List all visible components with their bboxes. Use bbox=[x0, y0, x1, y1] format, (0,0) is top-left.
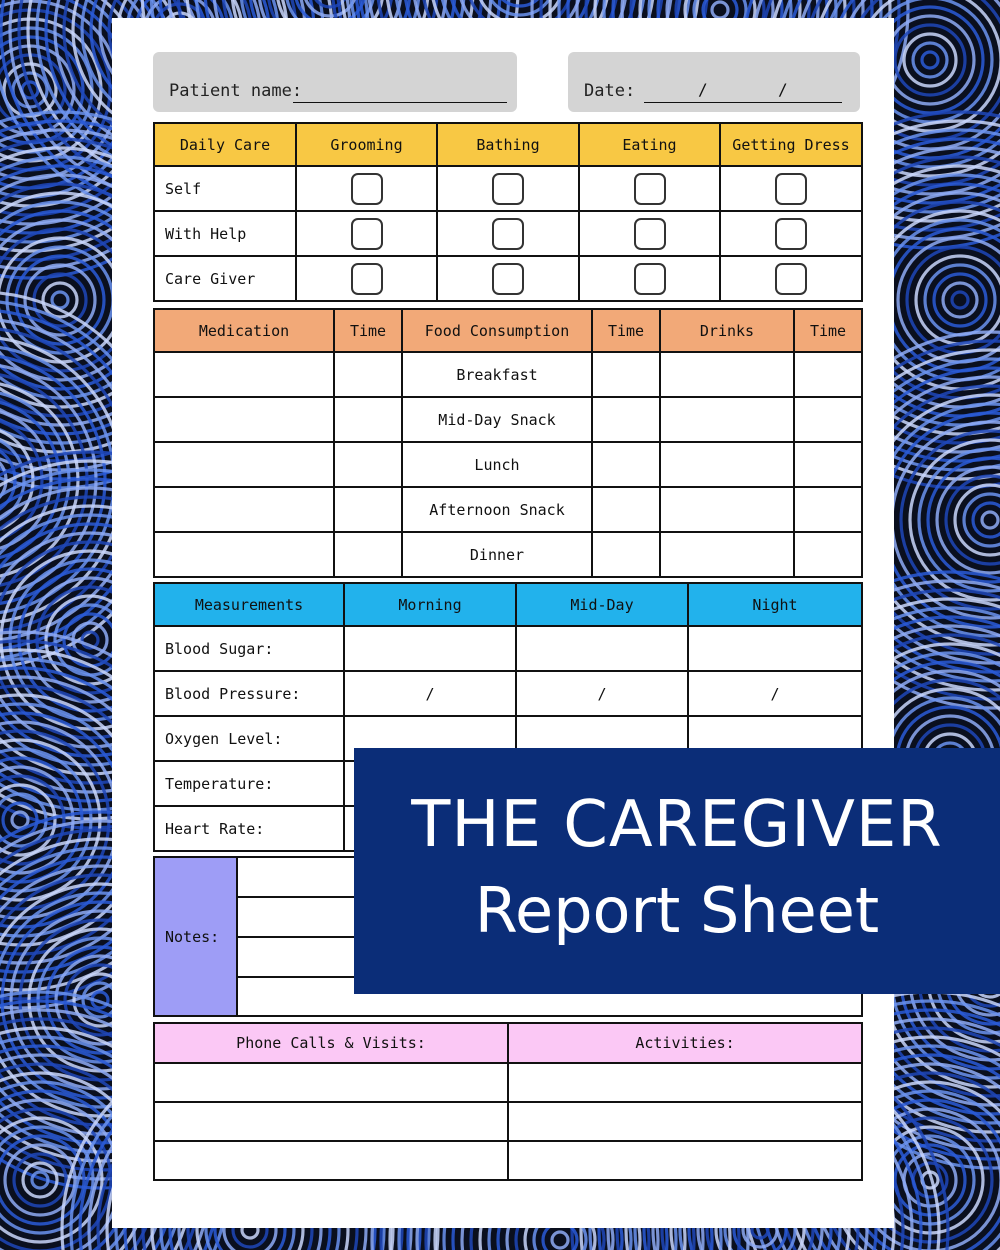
time-cell[interactable] bbox=[592, 532, 660, 577]
bp-separator[interactable]: / bbox=[688, 671, 862, 716]
meal-afternoon-snack: Afternoon Snack bbox=[402, 487, 592, 532]
meal-dinner: Dinner bbox=[402, 532, 592, 577]
checkbox[interactable] bbox=[351, 263, 383, 295]
checkbox[interactable] bbox=[775, 218, 807, 250]
header-medication: Medication bbox=[154, 309, 334, 352]
label-blood-pressure: Blood Pressure: bbox=[154, 671, 344, 716]
time-cell[interactable] bbox=[334, 442, 402, 487]
row-label-care-giver: Care Giver bbox=[154, 256, 296, 301]
drinks-cell[interactable] bbox=[660, 397, 794, 442]
label-blood-sugar: Blood Sugar: bbox=[154, 626, 344, 671]
header-measurements: Measurements bbox=[154, 583, 344, 626]
calls-cell[interactable] bbox=[154, 1063, 508, 1102]
calls-cell[interactable] bbox=[154, 1141, 508, 1180]
header-phone-calls-visits: Phone Calls & Visits: bbox=[154, 1023, 508, 1063]
checkbox[interactable] bbox=[775, 173, 807, 205]
calls-header-row bbox=[154, 1023, 862, 1063]
checkbox[interactable] bbox=[492, 263, 524, 295]
date-field[interactable] bbox=[568, 52, 860, 112]
header-grooming: Grooming bbox=[296, 123, 437, 166]
medication-cell[interactable] bbox=[154, 352, 334, 397]
bp-separator[interactable]: / bbox=[516, 671, 688, 716]
time-cell[interactable] bbox=[334, 532, 402, 577]
daily-care-header-row bbox=[154, 123, 862, 166]
time-cell[interactable] bbox=[592, 397, 660, 442]
medication-cell[interactable] bbox=[154, 487, 334, 532]
row-label-with-help: With Help bbox=[154, 211, 296, 256]
header-night: Night bbox=[688, 583, 862, 626]
checkbox[interactable] bbox=[634, 173, 666, 205]
header-eating: Eating bbox=[579, 123, 720, 166]
report-sheet bbox=[112, 18, 894, 1228]
time-cell[interactable] bbox=[794, 397, 862, 442]
title-banner bbox=[354, 748, 1000, 994]
value-cell[interactable] bbox=[344, 626, 516, 671]
measurements-header-row bbox=[154, 583, 862, 626]
checkbox[interactable] bbox=[775, 263, 807, 295]
notes-label: Notes: bbox=[154, 857, 237, 1016]
table-row bbox=[154, 1063, 862, 1102]
checkbox[interactable] bbox=[634, 263, 666, 295]
medication-cell[interactable] bbox=[154, 442, 334, 487]
date-separator: / bbox=[698, 80, 708, 99]
calls-activities-table bbox=[153, 1022, 863, 1181]
table-row bbox=[154, 671, 862, 716]
patient-name-line bbox=[293, 102, 507, 103]
banner-title: THE CAREGIVER bbox=[411, 788, 943, 862]
daily-care-table bbox=[153, 122, 863, 302]
drinks-cell[interactable] bbox=[660, 442, 794, 487]
medication-cell[interactable] bbox=[154, 532, 334, 577]
date-separator: / bbox=[778, 80, 788, 99]
table-row bbox=[154, 442, 862, 487]
medication-cell[interactable] bbox=[154, 397, 334, 442]
drinks-cell[interactable] bbox=[660, 352, 794, 397]
row-label-self: Self bbox=[154, 166, 296, 211]
header-morning: Morning bbox=[344, 583, 516, 626]
header-daily-care: Daily Care bbox=[154, 123, 296, 166]
table-row bbox=[154, 397, 862, 442]
table-row bbox=[154, 166, 862, 211]
table-row bbox=[154, 532, 862, 577]
medication-food-table bbox=[153, 308, 863, 578]
medication-header-row bbox=[154, 309, 862, 352]
meal-breakfast: Breakfast bbox=[402, 352, 592, 397]
activities-cell[interactable] bbox=[508, 1102, 862, 1141]
time-cell[interactable] bbox=[794, 352, 862, 397]
calls-cell[interactable] bbox=[154, 1102, 508, 1141]
value-cell[interactable] bbox=[688, 626, 862, 671]
header-time: Time bbox=[794, 309, 862, 352]
table-row bbox=[154, 626, 862, 671]
time-cell[interactable] bbox=[592, 352, 660, 397]
time-cell[interactable] bbox=[334, 397, 402, 442]
header-activities: Activities: bbox=[508, 1023, 862, 1063]
checkbox[interactable] bbox=[492, 218, 524, 250]
time-cell[interactable] bbox=[592, 442, 660, 487]
checkbox[interactable] bbox=[351, 218, 383, 250]
table-row bbox=[154, 256, 862, 301]
activities-cell[interactable] bbox=[508, 1141, 862, 1180]
activities-cell[interactable] bbox=[508, 1063, 862, 1102]
header-time: Time bbox=[592, 309, 660, 352]
drinks-cell[interactable] bbox=[660, 487, 794, 532]
checkbox[interactable] bbox=[351, 173, 383, 205]
meal-mid-day-snack: Mid-Day Snack bbox=[402, 397, 592, 442]
table-row bbox=[154, 1141, 862, 1180]
label-temperature: Temperature: bbox=[154, 761, 344, 806]
table-row bbox=[154, 487, 862, 532]
date-label: Date: bbox=[584, 81, 636, 101]
drinks-cell[interactable] bbox=[660, 532, 794, 577]
header-food-consumption: Food Consumption bbox=[402, 309, 592, 352]
label-oxygen-level: Oxygen Level: bbox=[154, 716, 344, 761]
time-cell[interactable] bbox=[334, 352, 402, 397]
time-cell[interactable] bbox=[794, 532, 862, 577]
value-cell[interactable] bbox=[516, 626, 688, 671]
banner-subtitle: Report Sheet bbox=[474, 874, 880, 947]
checkbox[interactable] bbox=[492, 173, 524, 205]
header-getting-dress: Getting Dress bbox=[720, 123, 862, 166]
time-cell[interactable] bbox=[334, 487, 402, 532]
table-row bbox=[154, 211, 862, 256]
checkbox[interactable] bbox=[634, 218, 666, 250]
meal-lunch: Lunch bbox=[402, 442, 592, 487]
label-heart-rate: Heart Rate: bbox=[154, 806, 344, 851]
header-drinks: Drinks bbox=[660, 309, 794, 352]
date-line bbox=[644, 102, 842, 103]
bp-separator[interactable]: / bbox=[344, 671, 516, 716]
header-time: Time bbox=[334, 309, 402, 352]
time-cell[interactable] bbox=[794, 442, 862, 487]
header-bathing: Bathing bbox=[437, 123, 579, 166]
table-row bbox=[154, 352, 862, 397]
table-row bbox=[154, 1102, 862, 1141]
time-cell[interactable] bbox=[794, 487, 862, 532]
patient-name-label: Patient name: bbox=[169, 81, 303, 101]
time-cell[interactable] bbox=[592, 487, 660, 532]
header-mid-day: Mid-Day bbox=[516, 583, 688, 626]
patient-name-field[interactable] bbox=[153, 52, 517, 112]
